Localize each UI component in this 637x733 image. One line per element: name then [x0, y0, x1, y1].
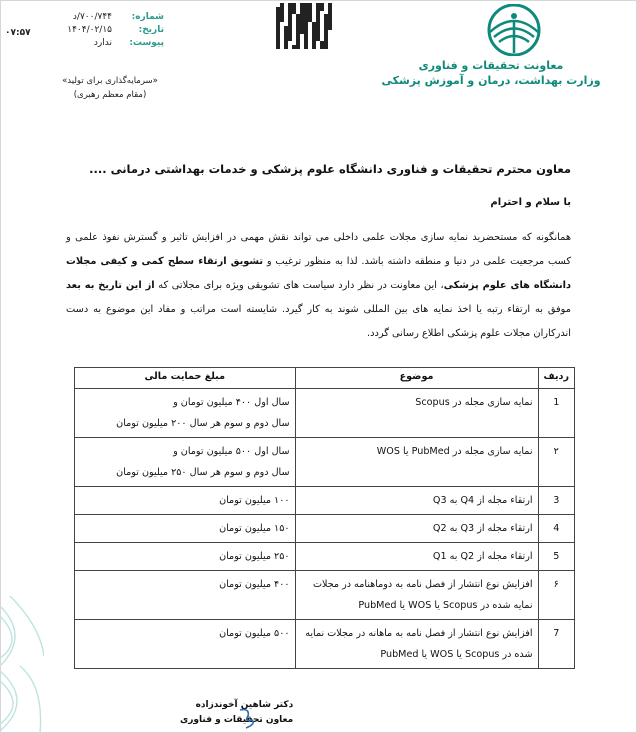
funding-line-2: سال دوم و سوم هر سال ۲۵۰ میلیون تومان	[116, 467, 290, 478]
row-topic: افزایش نوع انتشار از فصل نامه به ماهانه در مجلات نمایه شده در Scopus یا WOS یا PubMed	[295, 620, 538, 669]
row-funding	[75, 543, 296, 571]
greeting: با سلام و احترام	[490, 197, 571, 208]
row-topic: نمایه سازی مجله در Scopus	[295, 389, 538, 438]
org-line-2: وزارت بهداشت، درمان و آموزش پزشکی	[381, 74, 601, 87]
table-row	[75, 543, 575, 571]
ministry-logo	[472, 4, 556, 56]
support-table	[74, 367, 575, 669]
qr-code	[276, 3, 332, 49]
table-header-row	[75, 368, 575, 389]
row-topic: ارتقاء مجله از Q2 به Q1	[295, 543, 538, 571]
paragraph-bold-1: تشویق ارتقاء سطح کمی و کیفی مجلات دانشگاه های علوم پزشکی	[66, 256, 572, 291]
row-number: ۲	[538, 438, 574, 487]
row-funding	[75, 515, 296, 543]
decorative-pattern	[0, 596, 44, 733]
row-number: 4	[538, 515, 574, 543]
table-row	[75, 487, 575, 515]
paragraph-text-1: همانگونه که مستحضرید نمایه سازی مجلات علمی داخلی می تواند نقش مهمی در افزایش تاثیر و گسترش نفوذ علمی و کسب مرجعیت علمی در دنیا و منطقه داشته باشد. لذا به منظور ترغیب و	[66, 232, 571, 267]
row-funding	[75, 487, 296, 515]
row-number: ۶	[538, 571, 574, 620]
attachment-value: ندارد	[93, 38, 112, 48]
paragraph-text-3: موفق به ارتقاء رتبه یا اخذ نمایه های بین المللی شوند به کار گیرد. شایسته است مراتب و مفاد این موضوع به دست اندرکاران مجلات علوم پزشکی اطلاع رسانی گردد.	[66, 304, 571, 339]
row-number: 5	[538, 543, 574, 571]
time-value: ۰۷:۵۷	[5, 28, 31, 38]
date-row	[14, 25, 164, 38]
header-topic: موضوع	[295, 368, 538, 389]
funding-line-1: سال اول ۴۰۰ میلیون تومان و	[173, 397, 290, 408]
number-label: شماره:	[131, 12, 164, 22]
funding-line-2: سال دوم و سوم هر سال ۲۰۰ میلیون تومان	[116, 418, 290, 429]
funding-line-1: ۲۵۰ میلیون تومان	[219, 551, 290, 562]
header-row-number: ردیف	[538, 368, 574, 389]
slogan	[30, 74, 190, 102]
table-row	[75, 620, 575, 669]
recipient: معاون محترم تحقیقات و فناوری دانشگاه علوم پزشکی و خدمات بهداشتی درمانی ....	[89, 162, 571, 176]
funding-line-1: ۱۵۰ میلیون تومان	[219, 523, 290, 534]
table-row	[75, 515, 575, 543]
funding-line-1: سال اول ۵۰۰ میلیون تومان و	[173, 446, 290, 457]
letter-meta	[14, 12, 164, 51]
number-row	[14, 12, 164, 25]
table-body	[75, 389, 575, 669]
funding-line-1: ۵۰۰ میلیون تومان	[219, 628, 290, 639]
paragraph-bold-2: از این تاریخ به بعد	[66, 280, 155, 291]
row-number: 7	[538, 620, 574, 669]
row-funding	[75, 438, 296, 487]
organization-name	[381, 58, 601, 88]
funding-line-1: ۱۰۰ میلیون تومان	[219, 495, 290, 506]
header-funding: مبلغ حمایت مالی	[75, 368, 296, 389]
signatory-name: دکتر شاهین آخوندزاده	[195, 700, 294, 710]
row-funding	[75, 389, 296, 438]
paragraph-text-2: ، این معاونت در نظر دارد سیاست های تشویقی ویژه برای مجلاتی که	[154, 280, 444, 291]
number-value: ۷۰۰/۷۴۴/د	[72, 12, 112, 22]
row-number: 3	[538, 487, 574, 515]
slogan-line-1: «سرمایه‌گذاری برای تولید»	[62, 76, 158, 86]
row-funding	[75, 620, 296, 669]
funding-line-1: ۴۰۰ میلیون تومان	[219, 579, 290, 590]
signatory-title: معاون تحقیقات و فناوری	[180, 715, 294, 725]
row-number: 1	[538, 389, 574, 438]
row-topic: افزایش نوع انتشار از فصل نامه به دوماهنامه در مجلات نمایه شده در Scopus یا WOS یا PubMed	[295, 571, 538, 620]
table-row	[75, 438, 575, 487]
attachment-label: پیوست:	[129, 38, 164, 48]
date-label: تاریخ:	[138, 25, 164, 35]
org-line-1: معاونت تحقیقات و فناوری	[418, 59, 564, 72]
attachment-row	[14, 38, 164, 51]
row-topic: ارتقاء مجله از Q3 به Q2	[295, 515, 538, 543]
row-topic: ارتقاء مجله از Q4 به Q3	[295, 487, 538, 515]
slogan-line-2: (مقام معظم رهبری)	[73, 90, 147, 100]
row-topic: نمایه سازی مجله در PubMed یا WOS	[295, 438, 538, 487]
table-row	[75, 389, 575, 438]
table-row	[75, 571, 575, 620]
body-paragraph	[66, 226, 571, 346]
signature-mark	[236, 706, 258, 732]
row-funding	[75, 571, 296, 620]
date-value: ۱۴۰۴/۰۲/۱۵	[67, 25, 112, 35]
